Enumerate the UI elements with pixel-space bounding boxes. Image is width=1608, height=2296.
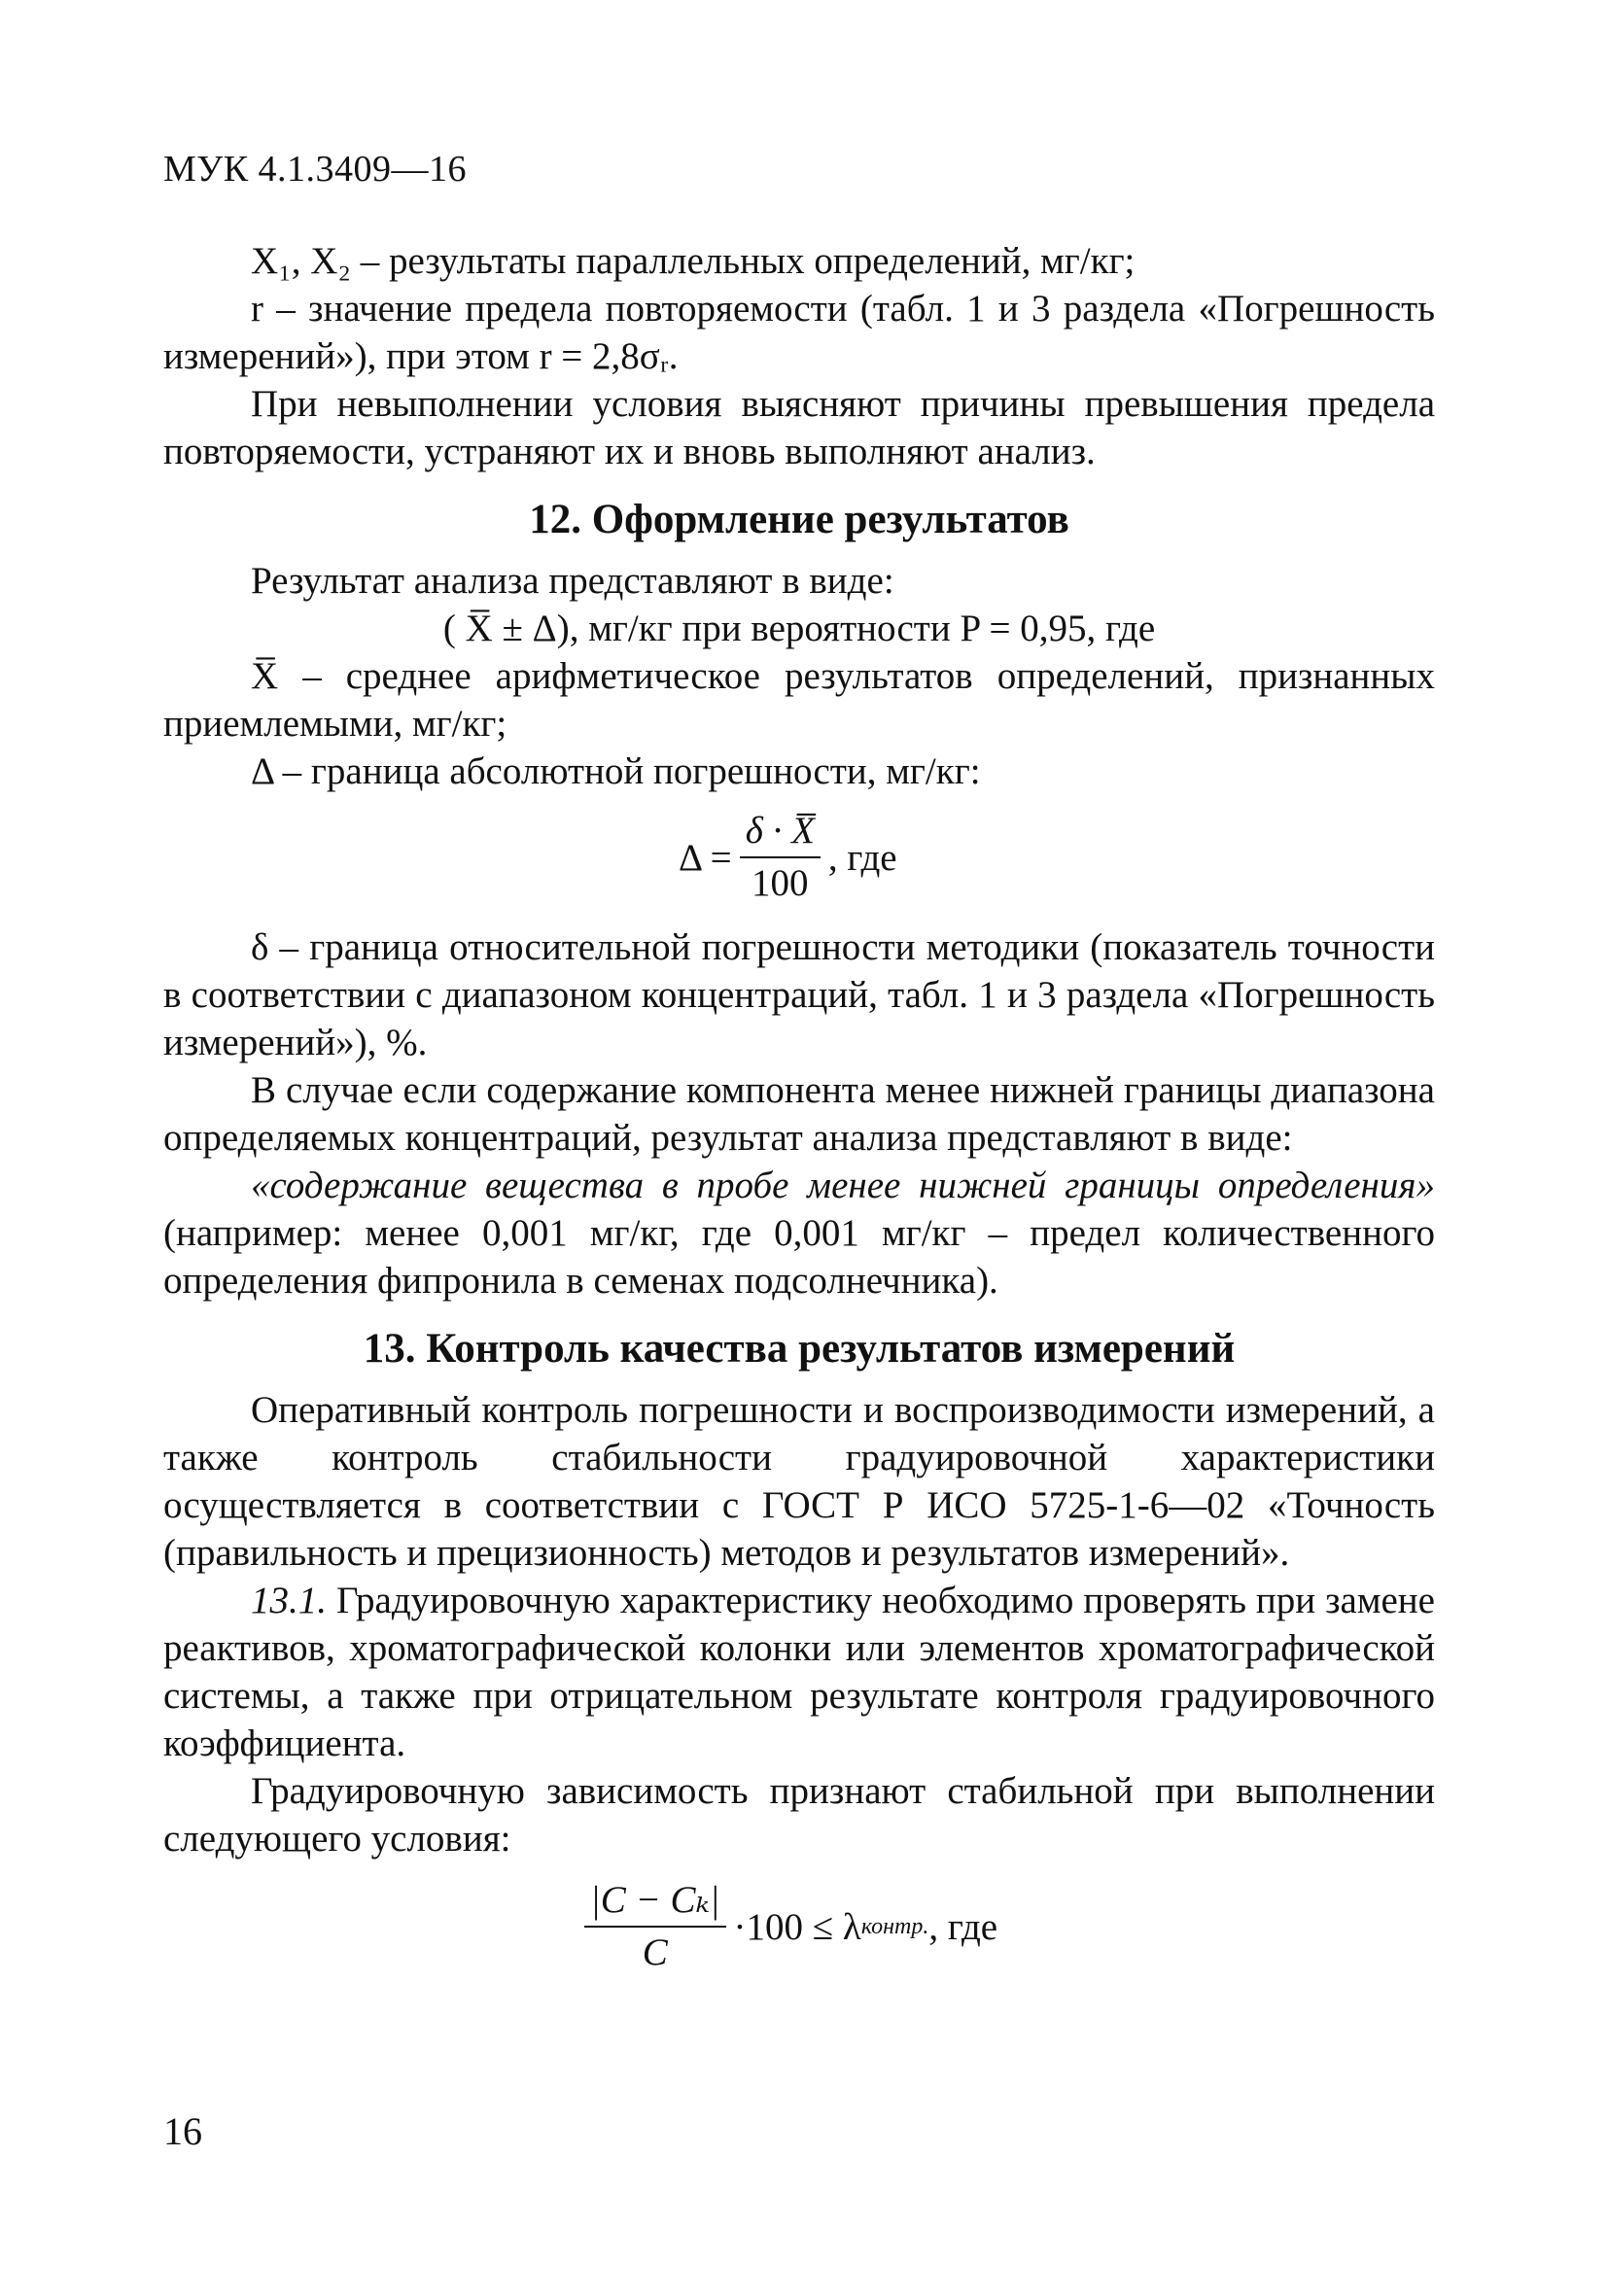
stability-subscript: контр. [860, 1913, 929, 1939]
delta-fraction [740, 808, 821, 907]
xbar-definition: X̅ – среднее арифметическое результатов определений, признанных приемлемыми, мг/кг; [163, 655, 1435, 745]
result-intro: Результат анализа представляют в виде: [251, 560, 894, 602]
clause-13-1 [163, 1577, 1435, 1767]
lower-limit-quote [163, 1162, 1435, 1305]
delta-denominator: 100 [752, 862, 809, 904]
running-header: МУК 4.1.3409—16 [163, 149, 468, 190]
page-number: 16 [163, 2109, 202, 2153]
clause-13-1-text: Градуировочную характеристику необходимо проверять при замене реактивов, хроматографической колонки или элементов хроматографической системы, а также при отрицательном результате контроля градуировочного коэффициента. [163, 1580, 1435, 1764]
delta-numerator: δ · X̅ [740, 808, 821, 858]
stability-numerator: |C − Cₖ| [584, 1877, 726, 1928]
delta-definition: Δ – граница абсолютной погрешности, мг/кг: [251, 750, 981, 792]
control-paragraph: Оперативный контроль погрешности и воспроизводимости измерений, а также контроль стабильности градуировочной характеристики осуществляется в соответствии с ГОСТ Р ИСО 5725-1-6—02 «Точность (правильность и прецизионность) методов и результатов измерений». [163, 1389, 1435, 1574]
clause-13-1-number: 13.1. [251, 1580, 327, 1621]
delta-rel-definition: δ – граница относительной погрешности методики (показатель точности в соответствии с диапазоном концентраций, табл. 1 и 3 раздела «Погрешность измерений»), %. [163, 926, 1435, 1063]
body-text [163, 237, 1435, 1985]
intro-line-r: r – значение предела повторяемости (табл. 1 и 3 раздела «Погрешность измерений»), при этом r = 2,8σᵣ. [163, 288, 1435, 377]
intro-line-repeat: При невыполнении условия выясняют причины превышения предела повторяемости, устраняют их и вновь выполняют анализ. [163, 383, 1435, 472]
stability-fraction [584, 1877, 726, 1976]
section-13-heading: 13. Контроль качества результатов измерений [363, 1326, 1236, 1372]
section-12-heading: 12. Оформление результатов [529, 497, 1069, 542]
delta-formula-suffix: , где [827, 836, 897, 879]
delta-formula-lhs: Δ = [679, 836, 732, 879]
stability-middle: ·100 ≤ λ [733, 1905, 861, 1948]
lower-limit-paragraph: В случае если содержание компонента менее нижней границы диапазона определяемых концентраций, результат анализа представляют в виде: [163, 1069, 1435, 1159]
intro-line-x: X₁, X₂ – результаты параллельных определений, мг/кг; [251, 240, 1136, 282]
stability-suffix: , где [928, 1905, 998, 1948]
delta-formula [163, 801, 1435, 914]
lower-limit-quote-italic: «содержание вещества в пробе менее нижней границы определения» [251, 1165, 1435, 1206]
stability-paragraph: Градуировочную зависимость признают стабильной при выполнении следующего условия: [163, 1770, 1435, 1860]
stability-denominator: C [642, 1931, 668, 1973]
stability-formula [163, 1868, 1435, 1985]
result-form: ( X̅ ± Δ), мг/кг при вероятности P = 0,95, где [442, 608, 1156, 649]
lower-limit-quote-rest: (например: менее 0,001 мг/кг, где 0,001 мг/кг – предел количественного определения фипронила в семенах подсолнечника). [163, 1212, 1435, 1302]
